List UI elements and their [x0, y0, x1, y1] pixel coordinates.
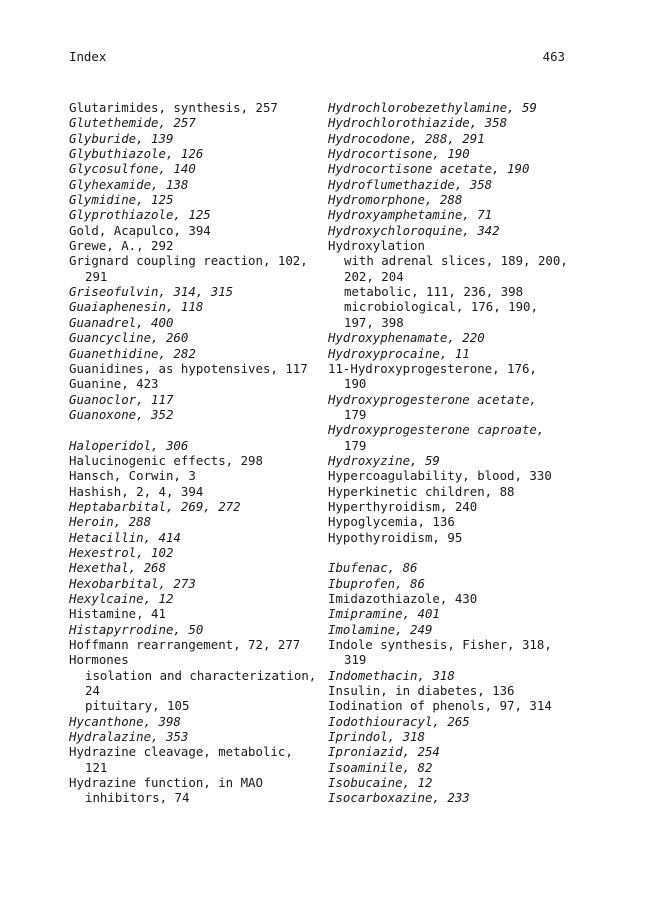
index-subentry: 190 [344, 376, 367, 392]
index-entry: Iprindol, 318 [328, 729, 425, 745]
index-entry: Hydrazine cleavage, metabolic, [69, 744, 293, 760]
index-entry: Hydroxyprogesterone acetate, [328, 391, 537, 407]
index-entry: Hormones [69, 652, 129, 668]
index-entry: Hoffmann rearrangement, 72, 277 [69, 637, 301, 653]
index-entry: Glycosulfone, 140 [69, 161, 196, 177]
index-entry: Guanadrel, 400 [69, 314, 174, 330]
index-entry: Hypoglycemia, 136 [328, 514, 455, 530]
index-column-right [328, 100, 578, 806]
index-entry: Hydrocodone, 288, 291 [328, 130, 485, 146]
index-entry: Hycanthone, 398 [69, 713, 181, 729]
index-subentry: isolation and characterization, [85, 667, 317, 683]
index-entry: Isocarboxazine, 233 [328, 790, 470, 806]
index-entry: Imipramine, 401 [328, 606, 440, 622]
index-entry: Hydrocortisone, 190 [328, 146, 470, 162]
index-entry: Hydroxyprocaine, 11 [328, 345, 470, 361]
index-entry: Hypercoagulability, blood, 330 [328, 468, 552, 484]
index-subentry: with adrenal slices, 189, 200, [344, 253, 568, 269]
index-entry: Hexethal, 268 [69, 560, 166, 576]
index-entry: Griseofulvin, 314, 315 [69, 284, 234, 300]
index-entry: Halucinogenic effects, 298 [69, 452, 263, 468]
index-entry: Imidazothiazole, 430 [328, 591, 478, 606]
index-subentry: 179 [344, 437, 367, 453]
index-entry: Hexylcaine, 12 [69, 591, 174, 606]
index-entry: Hydromorphone, 288 [328, 192, 463, 208]
index-entry: Hydroxylation [328, 238, 425, 254]
index-entry: Hydrocortisone acetate, 190 [328, 161, 530, 177]
index-subentry: microbiological, 176, 190, [344, 299, 538, 315]
page-number: 463 [542, 49, 565, 64]
index-subentry: 121 [85, 759, 108, 775]
index-entry: Insulin, in diabetes, 136 [328, 683, 515, 699]
index-entry: Iproniazid, 254 [328, 744, 440, 760]
index-entry: Hyperkinetic children, 88 [328, 483, 515, 499]
index-entry: Hypothyroidism, 95 [328, 529, 463, 545]
index-entry: Guanine, 423 [69, 376, 159, 392]
index-entry: Isoaminile, 82 [328, 759, 433, 775]
index-entry: Glyhexamide, 138 [69, 176, 189, 192]
index-entry: Hansch, Corwin, 3 [69, 468, 196, 484]
index-entry: Guanoclor, 117 [69, 391, 174, 407]
index-entry: Glutarimides, synthesis, 257 [69, 100, 278, 115]
index-entry: Hashish, 2, 4, 394 [69, 483, 204, 499]
index-entry: Heptabarbital, 269, 272 [69, 498, 241, 514]
index-entry: Hexestrol, 102 [69, 544, 174, 560]
index-entry: Grewe, A., 292 [69, 238, 174, 254]
index-entry: Haloperidol, 306 [69, 437, 189, 453]
index-entry: Glybuthiazole, 126 [69, 146, 204, 162]
index-entry: Hexobarbital, 273 [69, 575, 196, 591]
index-entry: Iodination of phenols, 97, 314 [328, 698, 552, 714]
index-entry: Hydroxyamphetamine, 71 [328, 207, 493, 223]
index-entry: Hydroxyphenamate, 220 [328, 330, 485, 346]
index-entry: Hydrochlorothiazide, 358 [328, 115, 508, 131]
index-entry: Hyperthyroidism, 240 [328, 498, 478, 514]
index-entry: Glyburide, 139 [69, 130, 174, 146]
index-entry: Hydroxychloroquine, 342 [328, 222, 500, 238]
index-entry: Guanoxone, 352 [69, 406, 174, 422]
index-entry: Heroin, 288 [69, 514, 152, 530]
index-subentry: 319 [344, 652, 367, 668]
index-subentry: inhibitors, 74 [85, 790, 190, 806]
index-subentry: pituitary, 105 [85, 698, 190, 714]
index-entry: Guanidines, as hypotensives, 117 [69, 360, 308, 376]
index-entry: Guancycline, 260 [69, 330, 189, 346]
index-entry: Guaiaphenesin, 118 [69, 299, 204, 315]
index-subentry: 197, 398 [344, 314, 404, 330]
index-entry: Glyprothiazole, 125 [69, 207, 211, 223]
index-entry: Ibuprofen, 86 [328, 575, 425, 591]
index-entry: Iodothiouracyl, 265 [328, 713, 470, 729]
index-subentry: 179 [344, 406, 367, 422]
index-entry: Guanethidine, 282 [69, 345, 196, 361]
index-entry: 11-Hydroxyprogesterone, 176, [328, 360, 537, 376]
index-entry: Hydroflumethazide, 358 [328, 176, 493, 192]
index-entry: Histapyrrodine, 50 [69, 621, 204, 637]
index-entry: Hydroxyzine, 59 [328, 452, 440, 468]
index-entry: Isobucaine, 12 [328, 775, 433, 791]
index-entry: Glymidine, 125 [69, 192, 174, 208]
index-subentry: 291 [85, 268, 108, 284]
index-entry: Ibufenac, 86 [328, 560, 418, 576]
index-entry: Grignard coupling reaction, 102, [69, 253, 308, 269]
index-entry: Imolamine, 249 [328, 621, 433, 637]
index-subentry: 24 [85, 683, 100, 699]
index-entry: Hydrazine function, in MAO [69, 775, 263, 791]
running-header-section: Index [69, 49, 107, 64]
index-entry: Hydrochlorobezethylamine, 59 [328, 100, 537, 115]
index-entry: Histamine, 41 [69, 606, 166, 622]
index-subentry: metabolic, 111, 236, 398 [344, 284, 524, 300]
index-entry: Hydralazine, 353 [69, 729, 189, 745]
index-entry: Glutethemide, 257 [69, 115, 196, 131]
index-entry: Gold, Acapulco, 394 [69, 222, 211, 238]
index-entry: Hetacillin, 414 [69, 529, 181, 545]
index-column-left [69, 100, 331, 806]
index-entry: Indole synthesis, Fisher, 318, [328, 637, 552, 653]
index-subentry: 202, 204 [344, 268, 404, 284]
index-entry: Hydroxyprogesterone caproate, [328, 422, 545, 438]
index-entry: Indomethacin, 318 [328, 667, 455, 683]
